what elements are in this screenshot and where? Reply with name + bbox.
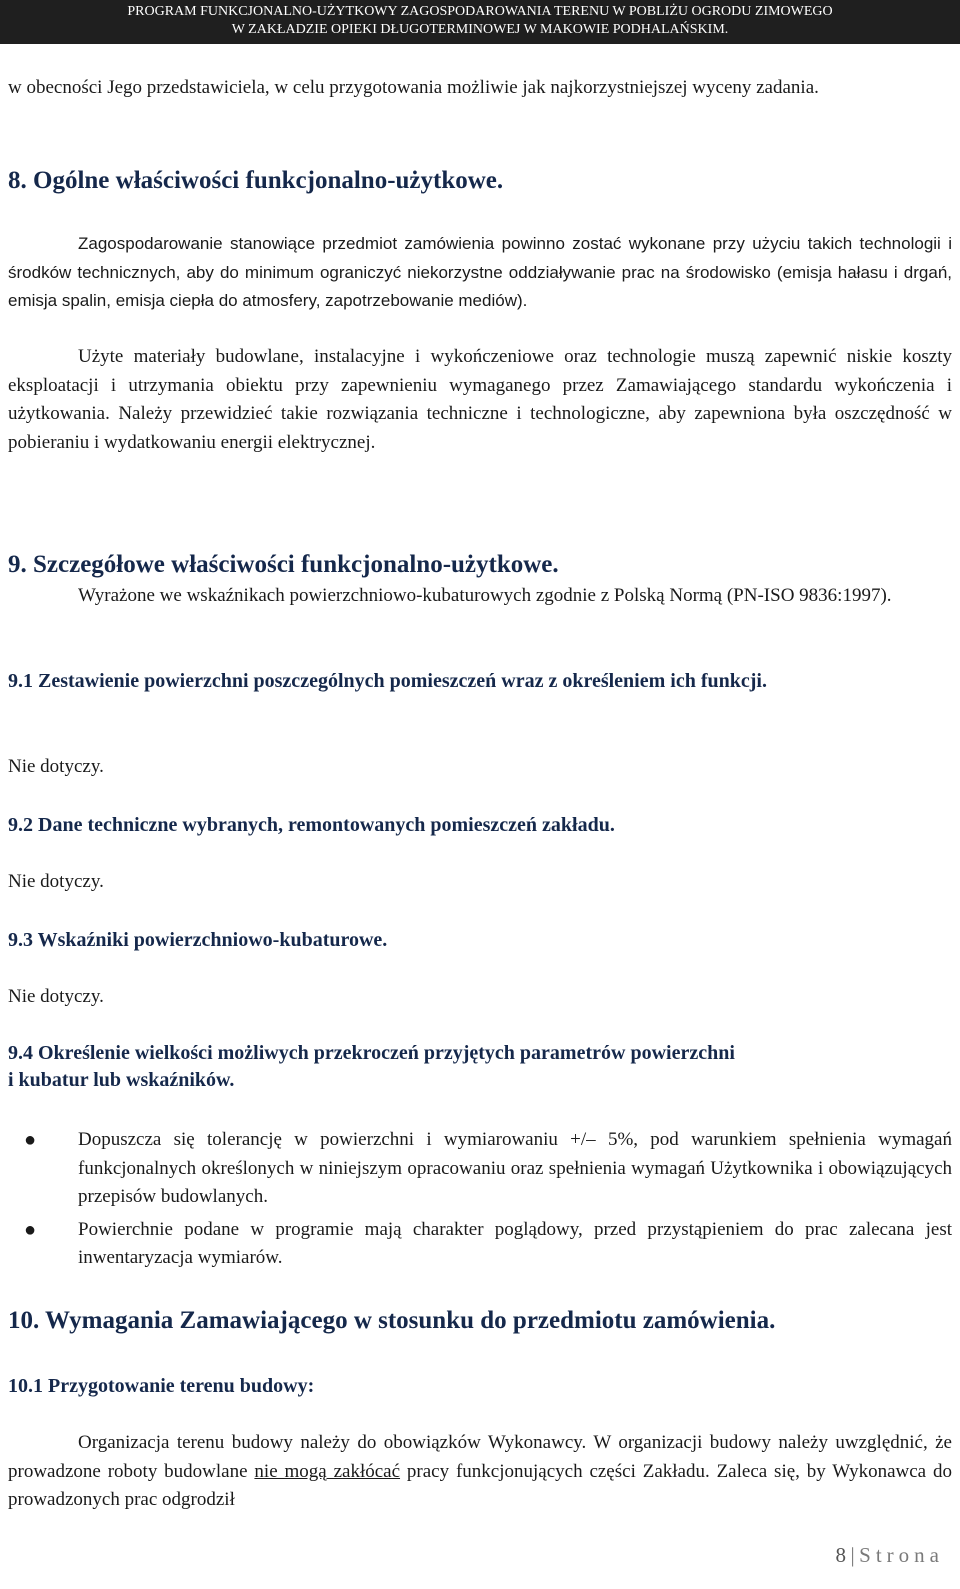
- bullet-text: Dopuszcza się tolerancję w powierzchni i wymiarowaniu +/– 5%, pod warunkiem spełnienia wymagań funkcjonalnych określonych w niniejszym opracowaniu oraz spełnienia wymagań Użytkownika i obowiązujących przepisów budowlanych.: [78, 1129, 952, 1207]
- underlined-phrase: nie mogą zakłócać: [254, 1460, 401, 1482]
- section-9-4-heading-line-2: i kubatur lub wskaźników.: [8, 1069, 235, 1091]
- section-10-1-heading: 10.1 Przygotowanie terenu budowy:: [8, 1375, 315, 1397]
- section-9-4-heading-line-1: 9.4 Określenie wielkości możliwych przekroczeń przyjętych parametrów powierzchni: [8, 1042, 735, 1064]
- section-9-3-heading: 9.3 Wskaźniki powierzchniowo-kubaturowe.: [8, 929, 388, 951]
- header-line-1: PROGRAM FUNKCJONALNO-UŻYTKOWY ZAGOSPODAROWANIA TERENU W POBLIŻU OGRODU ZIMOWEGO: [127, 4, 833, 19]
- footer-separator: |: [850, 1543, 856, 1567]
- page-number: 8: [835, 1543, 847, 1567]
- section-9-2-heading: 9.2 Dane techniczne wybranych, remontowanych pomieszczeń zakładu.: [8, 814, 615, 836]
- tolerance-bullet-list: [8, 1126, 952, 1277]
- section-8-paragraph-2: Użyte materiały budowlane, instalacyjne i wykończeniowe oraz technologie muszą zapewnić niskie koszty eksploatacji i utrzymania obiektu przy zapewnieniu wymaganego przez Zamawiającego standardu wykończenia i użytkowania. Należy przewidzieć takie rozwiązania techniczne i technologiczne, aby zapewniona była oszczędność w pobieraniu i wydatkowaniu energii elektrycznej.: [8, 346, 952, 453]
- bullet-icon: ●: [24, 1129, 37, 1151]
- paragraph-text-start: Organizacja terenu budowy należy do obowiązków Wykonawcy. W organizacji budowy należy uwzględnić, że prowadzone roboty budowlane: [8, 1432, 952, 1482]
- section-9-heading: 9. Szczegółowe właściwości funkcjonalno-użytkowe.: [8, 551, 559, 578]
- page-label: Strona: [859, 1543, 944, 1567]
- header-line-2: W ZAKŁADZIE OPIEKI DŁUGOTERMINOWEJ W MAKOWIE PODHALAŃSKIM.: [231, 22, 729, 37]
- section-9-3-text: Nie dotyczy.: [8, 986, 104, 1007]
- section-10-1-paragraph: [8, 1429, 952, 1515]
- section-9-2-text: Nie dotyczy.: [8, 871, 104, 892]
- page-header: [0, 0, 960, 44]
- section-9-paragraph: Wyrażone we wskaźnikach powierzchniowo-kubaturowych zgodnie z Polską Normą (PN-ISO 9836:1997).: [78, 585, 892, 606]
- list-item: [8, 1216, 952, 1273]
- list-item: [8, 1126, 952, 1212]
- section-9-1-text: Nie dotyczy.: [8, 756, 104, 777]
- section-8-paragraph-1: Zagospodarowanie stanowiące przedmiot zamówienia powinno zostać wykonane przy użyciu takich technologii i środków technicznych, aby do minimum ograniczyć niekorzystne oddziaływanie prac na środowisko (emisja hałasu i drgań, emisja spalin, emisja ciepła do atmosfery, zapotrzebowanie mediów).: [8, 234, 952, 310]
- section-9-1-heading: 9.1 Zestawienie powierzchni poszczególnych pomieszczeń wraz z określeniem ich funkcji.: [8, 670, 767, 692]
- paragraph-text-end: pracy funkcjonujących części Zakładu. Zaleca się, by Wykonawca do prowadzonych prac odgrodził: [8, 1460, 952, 1510]
- section-8-heading: 8. Ogólne właściwości funkcjonalno-użytkowe.: [8, 167, 504, 194]
- intro-paragraph: w obecności Jego przedstawiciela, w celu przygotowania możliwie jak najkorzystniejszej wyceny zadania.: [8, 77, 819, 98]
- section-10-heading: 10. Wymagania Zamawiającego w stosunku do przedmiotu zamówienia.: [8, 1307, 776, 1334]
- bullet-text: Powierchnie podane w programie mają charakter poglądowy, przed przystąpieniem do prac zalecana jest inwentaryzacja wymiarów.: [78, 1218, 952, 1268]
- section-9-4-heading: [8, 1040, 952, 1094]
- page-footer: [835, 1543, 944, 1568]
- bullet-icon: ●: [24, 1218, 37, 1241]
